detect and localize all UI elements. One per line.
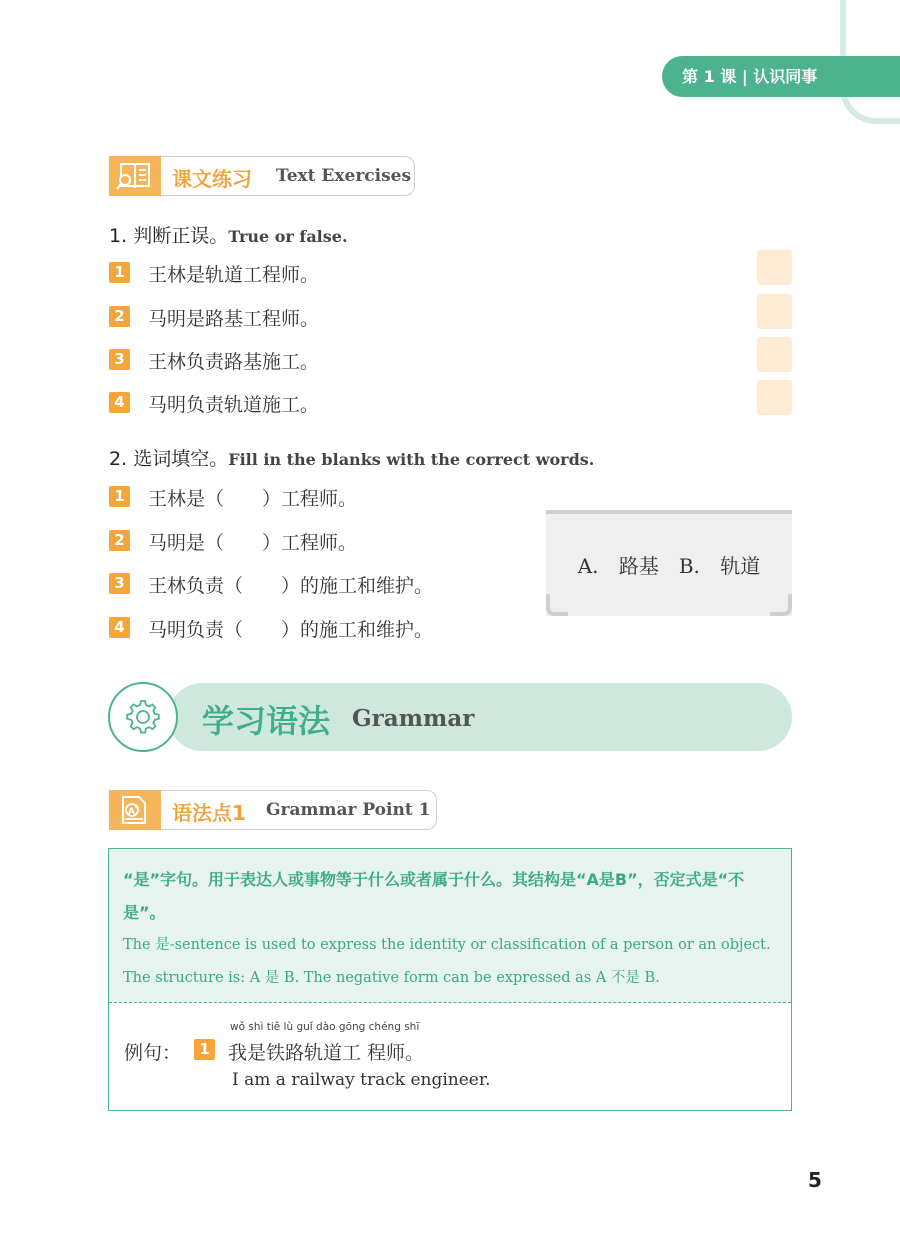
page-number: 5 <box>808 1168 822 1192</box>
example-sentence-cn: 我是铁路轨道工 程师。 <box>228 1042 425 1064</box>
example-pinyin: wǒ shì tiě lù guǐ dào gōng chéng shī <box>230 1021 420 1033</box>
lesson-tab: 第 1 课 | 认识同事 <box>662 56 900 97</box>
book-search-icon <box>109 156 161 196</box>
statement-item: 马明是路基工程师。 <box>148 308 320 330</box>
answer-box[interactable] <box>757 294 792 329</box>
example-label: 例句： <box>124 1042 182 1064</box>
example-number: 1 <box>194 1039 215 1060</box>
answer-box[interactable] <box>757 380 792 415</box>
example-sentence-en: I am a railway track engineer. <box>232 1070 491 1090</box>
gear-icon <box>108 682 178 752</box>
item-number: 4 <box>109 617 130 638</box>
answer-box[interactable] <box>757 250 792 285</box>
section-title-cn: 课文练习 <box>172 167 252 191</box>
fill-blank-item: 马明负责（ ）的施工和维护。 <box>148 619 434 641</box>
item-number: 4 <box>109 392 130 413</box>
fill-blank-item: 王林负责（ ）的施工和维护。 <box>148 575 434 597</box>
word-bank-options: A. 路基 B. 轨道 <box>577 554 761 578</box>
grammar-point-title-en: Grammar Point 1 <box>266 800 431 820</box>
item-number: 3 <box>109 349 130 370</box>
text-exercises-header <box>109 156 415 196</box>
grammar-title-cn: 学习语法 <box>202 702 331 740</box>
grammar-point-header <box>109 790 437 830</box>
item-number: 2 <box>109 306 130 327</box>
grammar-point-title-cn: 语法点1 <box>172 801 246 825</box>
item-number: 3 <box>109 573 130 594</box>
fill-blank-item: 王林是（ ）工程师。 <box>148 488 358 510</box>
svg-text:+: + <box>133 802 140 811</box>
fill-blank-item: 马明是（ ）工程师。 <box>148 532 358 554</box>
statement-item: 王林负责路基施工。 <box>148 351 320 373</box>
question-1-title: 1. 判断正误。True or false. <box>109 225 348 247</box>
question-2-title: 2. 选词填空。Fill in the blanks with the correct words. <box>109 448 595 470</box>
item-number: 1 <box>109 262 130 283</box>
item-number: 2 <box>109 530 130 551</box>
statement-item: 马明负责轨道施工。 <box>148 394 320 416</box>
section-title-en: Text Exercises <box>276 166 412 186</box>
grammar-title-en: Grammar <box>352 705 475 732</box>
item-number: 1 <box>109 486 130 507</box>
explanation-cn: “是”字句。用于表达人或事物等于什么或者属于什么。其结构是“A是B”，否定式是“不是”。 <box>123 870 745 922</box>
statement-item: 王林是轨道工程师。 <box>148 264 320 286</box>
document-icon <box>109 790 161 830</box>
word-bank <box>546 510 792 616</box>
explanation-en: The 是-sentence is used to express the identity or classification of a person or an object. The structure is: A 是 B. The negative form can be expressed as A 不是 B. <box>123 937 771 986</box>
answer-box[interactable] <box>757 337 792 372</box>
svg-text:A: A <box>127 806 135 817</box>
